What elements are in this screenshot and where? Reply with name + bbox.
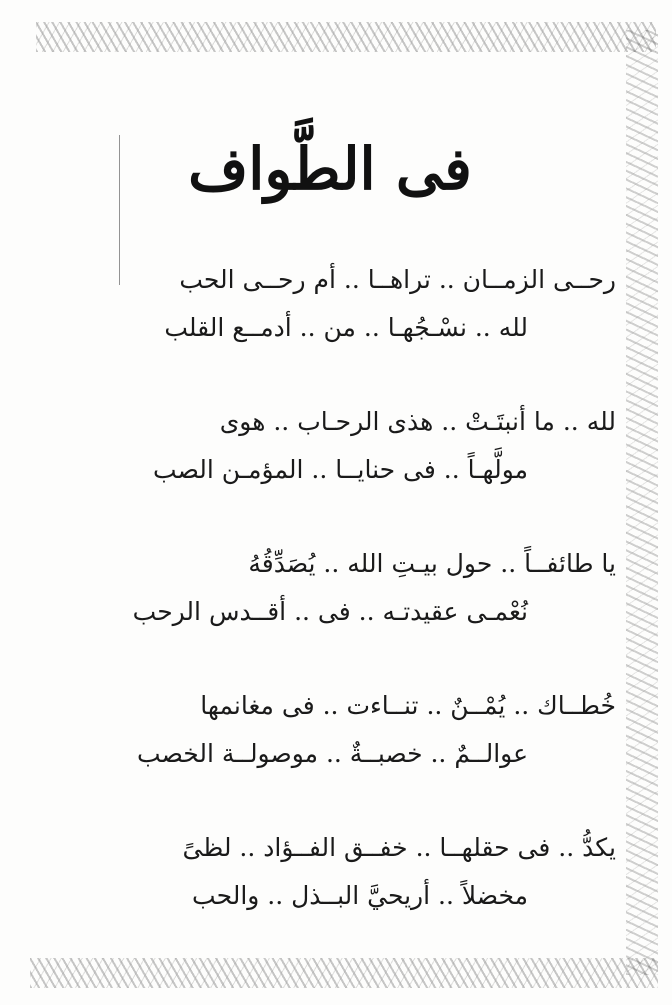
poem-body <box>28 255 618 919</box>
verse-line: مخضلاً .. أريحيَّ البــذل .. والحب <box>192 880 528 910</box>
verse-line: خُطــاك .. يُمْــنٌ .. تنــاءت .. فى مغانمها <box>200 690 616 720</box>
verse-line: لله .. نسْـجُهـا .. من .. أدمــع القلب <box>164 312 528 342</box>
ornamental-border-top <box>36 22 656 52</box>
ornamental-border-right <box>626 30 658 975</box>
verse-line: يكدُّ .. فى حقلهــا .. خفــق الفــؤاد .. لظىً <box>182 832 616 862</box>
verse-line: عوالــمٌ .. خصبــةٌ .. موصولــة الخصب <box>137 738 528 768</box>
verse-line: لله .. ما أنبتَـتْ .. هذى الرحـاب .. هوى <box>219 406 616 436</box>
verse-line: رحــى الزمــان .. تراهــا .. أم رحــى الحب <box>179 264 616 294</box>
verse-line: نُعْمـى عقيدتـه .. فى .. أقــدس الرحب <box>132 596 528 626</box>
verse-line: مولَّهـاً .. فى حنايــا .. المؤمـن الصب <box>153 454 528 484</box>
verse-line: يا طائفــاً .. حول بيـتِ الله .. يُصَدِّقُهُ <box>248 548 616 578</box>
ornamental-border-bottom <box>30 958 658 988</box>
poem-title: فى الطَّواف <box>188 135 472 203</box>
